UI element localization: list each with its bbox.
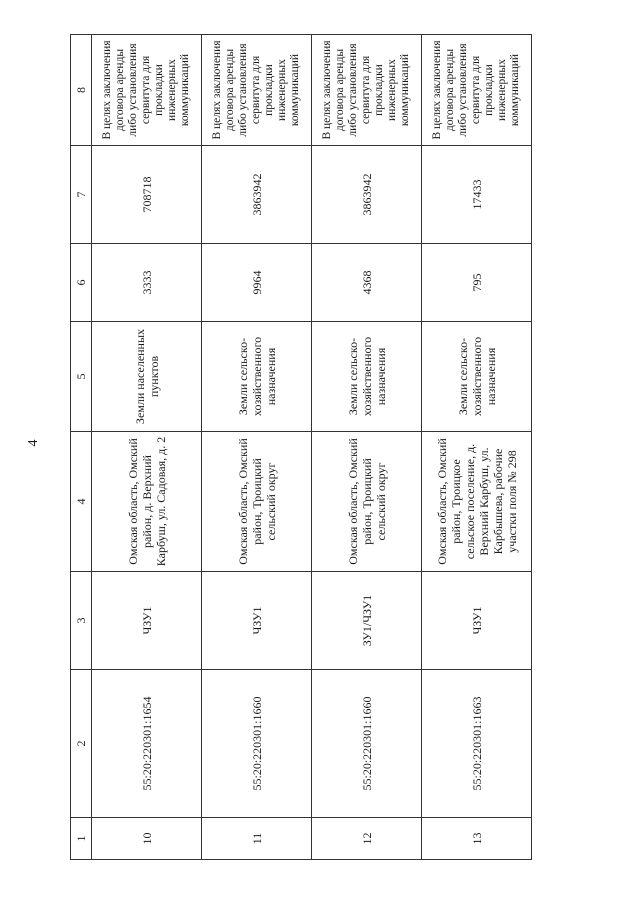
land-plots-table — [70, 34, 532, 860]
address: Омская область, Омский район, Троицкий сельский округ — [202, 432, 312, 572]
zone-designation: ЧЗУ1 — [202, 572, 312, 670]
column-header: 8 — [71, 35, 92, 146]
land-category: Земли сельско-хозяйственного назначения — [312, 322, 422, 432]
column-header: 3 — [71, 572, 92, 670]
table-row — [312, 35, 422, 860]
zone-designation: ЧЗУ1 — [92, 572, 202, 670]
address: Омская область, Омский район, д. Верхний Карбуш, ул. Садовая, д. 2 — [92, 432, 202, 572]
column-header: 6 — [71, 244, 92, 322]
zone-designation: ЧЗУ1 — [422, 572, 532, 670]
land-category: Земли населенных пунктов — [92, 322, 202, 432]
cadastral-value: 708718 — [92, 146, 202, 244]
zone-designation: ЗУ1/ЧЗУ1 — [312, 572, 422, 670]
cadastral-value: 3863942 — [312, 146, 422, 244]
address: Омская область, Омский район, Троицкий сельский округ — [312, 432, 422, 572]
cadastral-number: 55:20:220301:1660 — [202, 670, 312, 818]
column-header: 5 — [71, 322, 92, 432]
row-number: 12 — [312, 818, 422, 860]
row-number: 11 — [202, 818, 312, 860]
column-header: 1 — [71, 818, 92, 860]
purpose: В целях заключения договора аренды либо установления сервитута для прокладки инженерных коммуникаций — [422, 35, 532, 146]
area: 3333 — [92, 244, 202, 322]
cadastral-number: 55:20:220301:1660 — [312, 670, 422, 818]
purpose: В целях заключения договора аренды либо установления сервитута для прокладки инженерных коммуникаций — [92, 35, 202, 146]
table-row — [92, 35, 202, 860]
row-number: 10 — [92, 818, 202, 860]
table-row — [422, 35, 532, 860]
address: Омская область, Омский район, Троицкое сельское поселение, д. Верхний Карбуш, ул. Карбышева, рабочие участки поля № 298 — [422, 432, 532, 572]
cadastral-value: 3863942 — [202, 146, 312, 244]
area: 4368 — [312, 244, 422, 322]
purpose: В целях заключения договора аренды либо установления сервитута для прокладки инженерных коммуникаций — [312, 35, 422, 146]
column-header: 2 — [71, 670, 92, 818]
column-header-row — [71, 35, 92, 860]
land-category: Земли сельско-хозяйственного назначения — [202, 322, 312, 432]
cadastral-number: 55:20:220301:1663 — [422, 670, 532, 818]
purpose: В целях заключения договора аренды либо установления сервитута для прокладки инженерных коммуникаций — [202, 35, 312, 146]
area: 795 — [422, 244, 532, 322]
rotated-table-wrapper — [70, 35, 532, 860]
cadastral-value: 17433 — [422, 146, 532, 244]
column-header: 7 — [71, 146, 92, 244]
page-number: 4 — [26, 439, 41, 447]
area: 9964 — [202, 244, 312, 322]
table-row — [202, 35, 312, 860]
cadastral-number: 55:20:220301:1654 — [92, 670, 202, 818]
row-number: 13 — [422, 818, 532, 860]
land-category: Земли сельско-хозяйственного назначения — [422, 322, 532, 432]
column-header: 4 — [71, 432, 92, 572]
